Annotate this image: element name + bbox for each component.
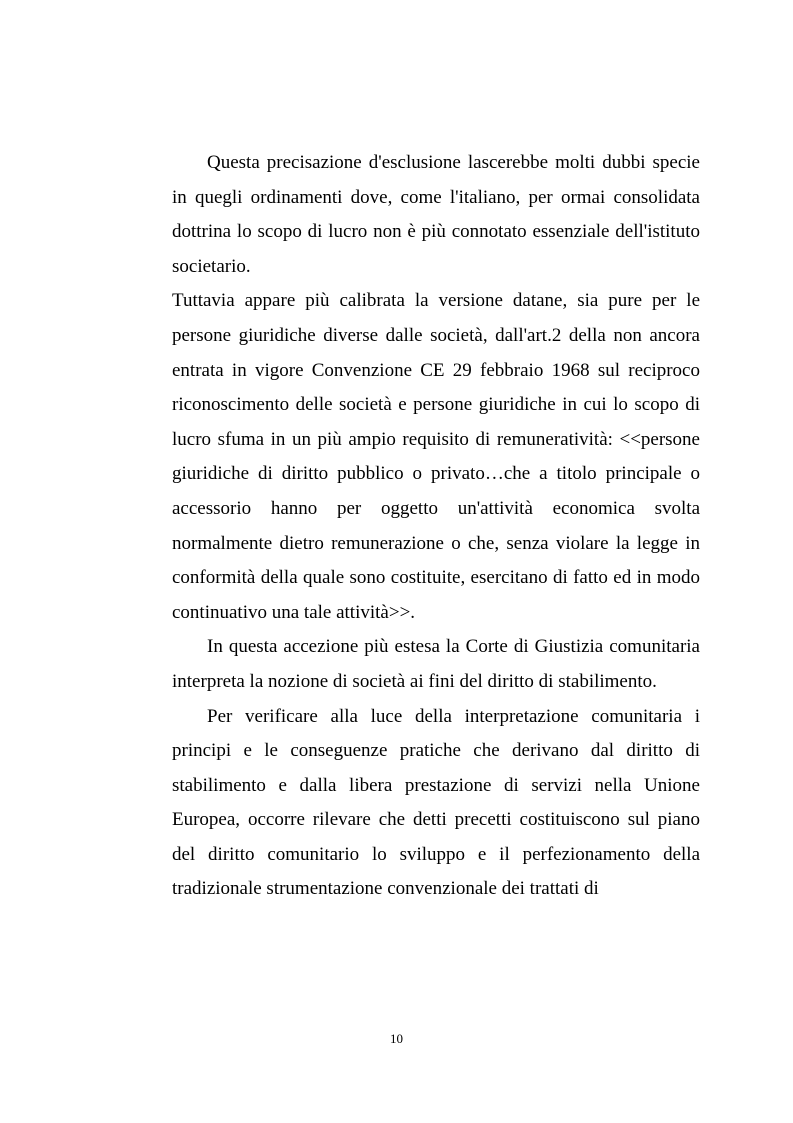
body-text (172, 146, 700, 907)
paragraph-4: Per verificare alla luce della interpretazione comunitaria i principi e le conseguenze pratiche che derivano dal diritto di stabilimento e dalla libera prestazione di servizi nella Unione Europea, occorre rilevare che detti precetti costituiscono sul piano del diritto comunitario lo sviluppo e il perfezionamento della tradizionale strumentazione convenzionale dei trattati di (172, 705, 700, 900)
page-number: 10 (390, 1031, 403, 1046)
paragraph-3: In questa accezione più estesa la Corte di Giustizia comunitaria interpreta la nozione di società ai fini del diritto di stabilimento. (172, 636, 700, 692)
paragraph-1: Questa precisazione d'esclusione lascerebbe molti dubbi specie in quegli ordinamenti dove, come l'italiano, per ormai consolidata dottrina lo scopo di lucro non è più connotato essenziale dell'istituto societario. (172, 152, 700, 277)
paragraph-2: Tuttavia appare più calibrata la versione datane, sia pure per le persone giuridiche diverse dalle società, dall'art.2 della non ancora entrata in vigore Convenzione CE 29 febbraio 1968 sul reciproco riconoscimento delle società e persone giuridiche in cui lo scopo di lucro sfuma in un più ampio requisito di remuneratività: <<persone giuridiche di diritto pubblico o privato…che a titolo principale o accessorio hanno per oggetto un'attività economica svolta normalmente dietro remunerazione o che, senza violare la legge in conformità della quale sono costituite, esercitano di fatto ed in modo continuativo una tale attività>>. (172, 290, 700, 623)
